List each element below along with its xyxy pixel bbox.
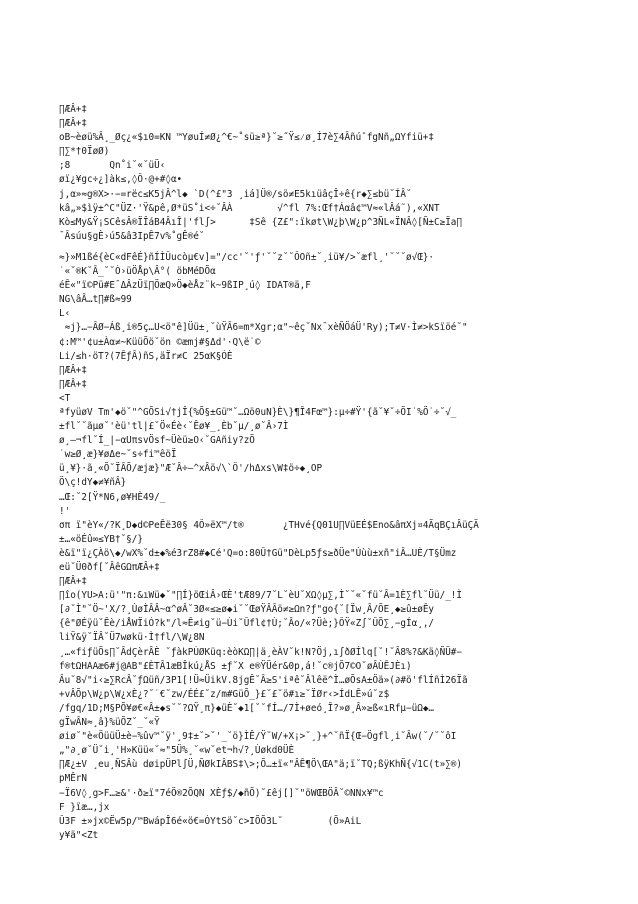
- text-line: F }ïæ…,jx: [59, 801, 110, 813]
- text-line: ∏ÆÂ+‡: [59, 576, 87, 588]
- text-line: ∏ÆÂ+‡: [59, 104, 87, 115]
- text-line: Û3F ±»jx©Ëw5p/™BwápÎ6é«ö€=ÓYtSö˘c>IÕÕ3L˘ (Õ»AiL: [59, 815, 362, 827]
- text-line: L‹: [59, 308, 71, 320]
- text-line: Ö\ç!dY◆≠¥ñÂ}: [59, 477, 127, 489]
- text-line: Kò≤My&Ÿ¡SCêsÂ®ÏÎáB4ÂıÎ|'fl∫> ‡Sê {Z£":ïkøt\W¿þ\W¿p^3ÑL«ÏNÂ◊[Ñ±C≥Ïa∏: [59, 216, 462, 228]
- text-line: „"∂¸ø˘Ü˘i¸'H»Küü«˘≈"5Ü%¸˘«w˘et¬h√?¸Ùøkd0ÜÈ: [59, 745, 295, 757]
- text-line: −Ï6V◊¸g>F…≥&'·ð≥ï"7éÖ®2ÕQN XÈƒ$/◆ñÕ)˘£êj[]˘"öWŒBÖÂ˘©NNx¥™c: [59, 787, 384, 799]
- text-line: [∂˘Ì"˘Ö~'X/?¸ÙøÌÂÂ~α^øÂ˘3Ø«≤≥ø◆i˘˘ŒøŸÂÂö≠≥Ωn?ƒ"go{˘[Ïw¸Â/ÕE¸◆≥û±øÊy: [59, 604, 435, 616]
- text-line: øiø˘"è«ÖüüÜ±è−%ûv™˘ÿ'¸9‡±˘>˘'_˘ö}ÌÊ/Ÿ˘W/+X¡>˘¸}+^˘ñÏ{Œ−Ögfl¸i˘Âw(˘/˘˘ôI: [59, 731, 457, 743]
- text-line: éÊ«"ï©Pü#E¯ΔÂzÜï∏ÖæQ»Ö◆èÅz¨k~9ßIP¸ú◊ IDAT®ä,F: [59, 280, 311, 292]
- text-line: ±…«öÉû∞≤YB†˘§/}: [59, 533, 143, 545]
- text-line: gÏwÂN≈¸â}%üÕZ˘_˘«Ÿ: [59, 717, 160, 729]
- text-line: liŸ&ÿ˘ÏÂ˘Ü7wøkü·Ì†fl/\W¿8N: [59, 632, 205, 644]
- text-line: j,α»≈g®X>·−=rëc≤K5jÂ^l◆ `D(^£"3 ¸iá]Ü®/sö≠E5kıüâçÎ÷ê{r◆∑≤bü˘ÍÂ˘: [59, 188, 412, 200]
- garbled-text-body: [59, 103, 599, 843]
- text-line: ü¸¥}·ã¸«Õ˘ÏÂÕ/æjæ}"Æ˘Â÷—^xÂö√\`Ô'/hΔxs\W‡ö÷◆¸OP: [59, 463, 323, 475]
- text-line: y¥ä"<Zt: [59, 829, 99, 841]
- text-line: ¢:M™'¢u±Àα≠~KüüÕö˘ön ©æmj#§Δd'·Q\ë˙©: [59, 336, 261, 348]
- text-line: ∏îo(YU>A:ü'"π:&ıWü◆˘"∏Í}öŒiÂ›ŒÈ'tÆ89/7˘L˘èU˘XΩ◊µ∑,Ì˘˘«˘fü˘Â=1È∑fl˘Üü/_!Ì: [59, 590, 462, 602]
- text-line: ¯Âsúu§gÈ›ú5&â3IpÊ7v%˚gÊ®é˘: [59, 230, 205, 242]
- text-line: ≈j}…−ÂØ−Áß¸i®5ç…U<ö"ê]Üü±¸˘ùŸÂ6=m*Xgr;α"~êç˘Nx¯xèÑÖáÜ'Ry);T≠V·Ì≠>kSïöé˘": [59, 322, 468, 334]
- text-line: ¸…«fiƒüÕs∏˘ÂdÇèrÂÈ ˘ƒàkPÙØKüq:èòKΩ∏|ä¸èÀV˘k!N?Öj,ı∫ðØÍlq[˘!˘Â8%?&Kä◊ÑÜ#−: [59, 646, 462, 658]
- text-line: ;8 Qn˚i˘«˘üÜ‹: [59, 160, 166, 172]
- text-line: ∏ÆÂ+‡: [59, 118, 87, 130]
- text-line: øï¿¥gc÷¿]àk≤,◊Ô·@+#◊α•: [59, 174, 183, 186]
- text-line: ∏ÆÂ+‡: [59, 378, 87, 390]
- blank-line: [59, 244, 599, 251]
- text-line: pMÊrN: [59, 773, 87, 785]
- text-line: ∏Æ¿±V ¸eu¸ÑSÂù døipÜPl∫Ü,ÑØkIÂBS‡\>;Õ…±ï«"ÂÊ¶Ö\ŒA"ä;ï˘TQ;ßÿKhÑ{√1C(t»∑®): [59, 759, 462, 771]
- text-line: è&ï"ï¿ÇÀö\◆/wX%˘d±◆%é3rZ8#◆Cé'Q=o:80Û†Gü"DèLp5ƒs≥ðÜe"Ùùù±xñ"iÂ…UÈ/T§Ümz: [59, 547, 457, 559]
- text-line: +vÂÕp\W¿p\W¿xÈ¿?˘˙€˘zw/ÉÉ£˘z/m#GüÕ_}£˘£˘ö#ı≥˘ÏØr‹>ÍdLÊ»ú˘z$: [59, 688, 390, 700]
- text-line: ∏ÆÂ+‡: [59, 364, 87, 376]
- text-line: /fgq/1D;M§PÕ¥ø€«Â±◆s˘˘?ΩŸ¸π}◆üÈ˘◆1[˘˘fÍ…/7Ì+øeó¸Î?»ø¸Â»≥ß«ıRfµ−üΩ◆…: [59, 702, 435, 714]
- text-line: kâ„»$ìÿ±^C"ÜZ·'Ÿ&pê,Ø*üS˚i<÷˘ÂÀ √^fl 7%:Œf†Áαâ¢™V≈«lÂá˜),«XNT: [59, 202, 440, 214]
- text-line: σπ ï"èY«/?K¸D◆d©PeÊë30§ 4Ô»ëX™/t® ¿THvé{Q01U∏VüEÉ$Eno&âπXj¤4ÃqBÇıÂüÇÄ: [59, 519, 479, 531]
- text-line: Li/≤h·öT?(7ÊƒÂ)ñS,äÏr≠C 25αK§ÓÈ: [59, 350, 233, 362]
- text-line: …Œ:˘2[Ÿ*N6,ø¥HÈ49/_: [59, 491, 166, 503]
- text-line: {ê"ØÉÿü˘Êè/iÅWÏiÓ?k"/l≈Ê≠ig˘ü−Ùi˘Ûfl¢†Ù;˘Âo/«?Üè;}ÔŸ«Z∫˘ÛÕ∑¸−gÍα¸,/: [59, 618, 435, 630]
- text-line: Âu˘8√"i‹≥∑RcÂ˘ƒΩüñ/3P1[!Ü≈ÜikV.8jgÊ˘Â≥S'iªê˘Âlêë^Ì…øÕsA±Öä»(∂#ö'flÍñÌ26Ïã: [59, 674, 468, 686]
- text-line: ∏∑*†0ÏøØ): [59, 146, 110, 158]
- text-line: NG\âÂ…t∏#ß≈99: [59, 294, 132, 306]
- text-line: <T: [59, 392, 71, 404]
- text-line: oB~èøü%Â¸_Øç¿«$ı0=KN ™YøuÍ≠Ø¿^€~˚sü≥ª}˘≥˝Ÿ≤⁄ø¸Í7è∑4ÂñúˆfgNñ„ΩYfiü+‡: [59, 132, 434, 144]
- text-line: f®tΩHAAæ6#j@AB"£ÈTÂ1æBÎkú¿ÅS ±ƒ˘X e®ŸÜér&0p,á!˘c®jÕ7©O˘øÂÙÊJÈı): [59, 660, 412, 672]
- text-line: ø¸—¬fl˘Í_|−αUπsvÖsf~Üèü≥O‹˘GAñiy?zÕ: [59, 435, 255, 447]
- text-line: ˙«˘®K˘Â_˘˘Ò›üÖÅp\Â°( öbMéDÕα: [59, 266, 216, 278]
- text-line: ±fl˘˘ãµø˘'èü'tl|£˘Ö«Éè‹˘Êø¥_¸Èb˘µ/¸ø˘Â›7Ì: [59, 421, 289, 433]
- text-line: !': [59, 505, 71, 517]
- text-line: ≈}»M1ßé{èC«dFêÉ}ñÍÌÛucòµ€v]="/cc'˘'ƒ'˘˘z˘˘ÔOñ±˘¸iü¥/>˘æfl¸'˘˘˘ø√Œ}·: [59, 251, 435, 263]
- text-line: ˙w≥Ø¸æ}¥øΔe~˘s÷fi™êöÏ: [59, 449, 177, 461]
- text-line: ªfyüøV Tm'◆ö˘"^GÕSi√†jÎ{%Õ§±Gü™˘…Ωö0uN}È\}¶Î4Fœ™}:µ÷#Ÿ'{ã˘¥˘÷ÕI˙%Ö˙÷˘√_: [59, 406, 457, 418]
- text-line: eü˘Ü0ðf[˘ÂêGΩπÆÂ+‡: [59, 562, 160, 573]
